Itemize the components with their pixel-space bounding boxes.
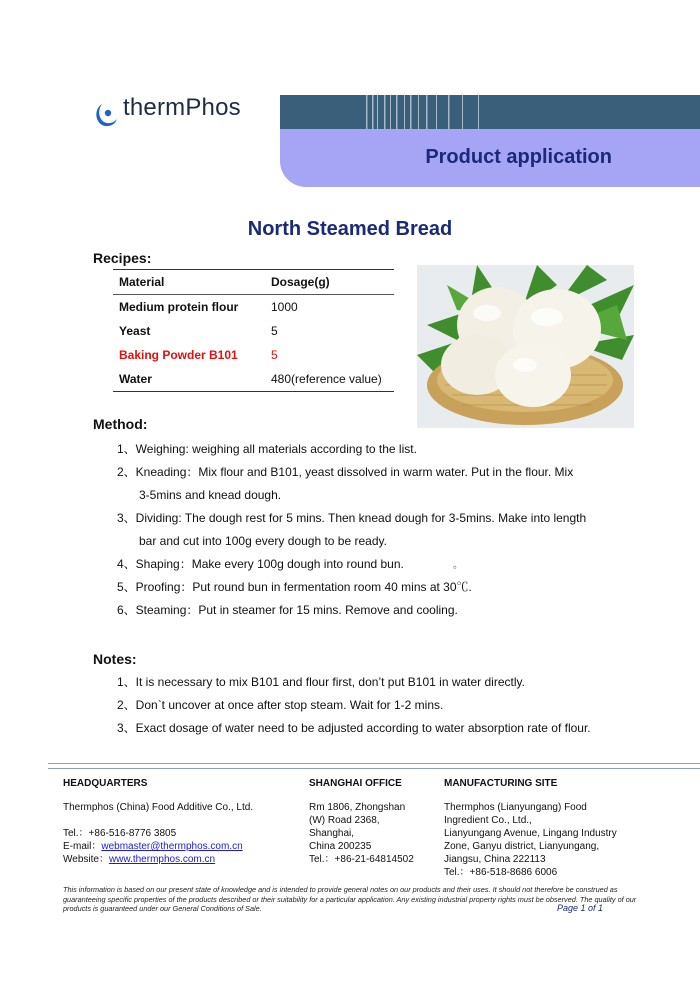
dosage-cell: 480(reference value): [265, 367, 394, 392]
method-step: [117, 553, 617, 576]
page-number: Page 1 of 1: [557, 903, 604, 913]
email-link[interactable]: webmaster@thermphos.com.cn: [101, 841, 243, 852]
dosage-cell: 5: [271, 348, 278, 362]
mfg-heading: MANUFACTURING SITE: [444, 778, 558, 789]
shanghai-heading: SHANGHAI OFFICE: [309, 778, 402, 789]
address-line: Jiangsu, China 222113: [444, 854, 546, 865]
dosage-cell: 5: [271, 324, 278, 338]
material-cell: Baking Powder B101: [119, 348, 238, 362]
hq-website-line: [63, 853, 293, 866]
table-row: [113, 367, 394, 392]
dosage-cell: 1000: [271, 300, 298, 314]
step-text-continued: bar and cut into 100g every dough to be ready.: [139, 534, 387, 548]
address-line: Zone, Ganyu district, Lianyungang,: [444, 841, 600, 852]
recipe-table: [113, 269, 394, 392]
banner-stripes: [360, 95, 510, 129]
material-cell: Yeast: [119, 324, 151, 338]
steamed-bread-photo: [417, 265, 634, 428]
note-item: 3、Exact dosage of water need to be adjusted according to water absorption rate of flour.: [117, 721, 591, 735]
method-step: [117, 599, 617, 622]
table-row-highlight: [113, 343, 394, 367]
column-header-dosage: Dosage(g): [265, 270, 394, 295]
method-step: [117, 576, 617, 599]
address-line: Thermphos (Lianyungang) Food: [444, 802, 587, 813]
hq-heading: HEADQUARTERS: [63, 778, 148, 789]
hq-tel: Tel.：+86-516-8776 3805: [63, 828, 177, 839]
table-row: [113, 319, 394, 343]
website-link[interactable]: www.thermphos.com.cn: [108, 854, 216, 865]
step-text: 6、Steaming：Put in steamer for 15 mins. Remove and cooling.: [117, 603, 458, 617]
note-item: 2、Don`t uncover at once after stop steam. Wait for 1-2 mins.: [117, 698, 444, 712]
logo-swirl-icon: [93, 100, 119, 128]
mfg-tel: Tel.：+86-518-8686 6006: [444, 867, 558, 878]
table-row: [113, 295, 394, 320]
address-line: Rm 1806, Zhongshan: [309, 802, 406, 813]
address-line: China 200235: [309, 841, 372, 852]
hq-email-line: [63, 840, 293, 853]
step-text: 4、Shaping：Make every 100g dough into round bun.: [117, 557, 404, 571]
notes-list: [117, 671, 617, 740]
recipes-heading: Recipes:: [93, 250, 152, 266]
shanghai-tel: Tel.：+86-21-64814502: [309, 854, 414, 865]
footer-headquarters: [63, 777, 293, 866]
email-label: E-mail：: [63, 841, 102, 852]
address-line: (W) Road 2368,: [309, 815, 380, 826]
step-text: 2、Kneading：Mix flour and B101, yeast dissolved in warm water. Put in the flour. Mix: [117, 465, 574, 479]
address-line: Lianyungang Avenue, Lingang Industry: [444, 828, 617, 839]
document-title: North Steamed Bread: [247, 218, 453, 240]
banner-title: Product application: [425, 146, 612, 168]
material-cell: Water: [113, 367, 265, 392]
legal-disclaimer: This information is based on our present state of knowledge and is intended to provide general notes on our products and their uses. It should not therefore be construed as guaranteeing specific properties of the products described or their suitability for a particular application. Any existing industrial property rights must be observed. The quality of our products is guaranteed under our General Conditions of Sale.: [63, 885, 637, 914]
note-item: 1、It is necessary to mix B101 and flour first, don’t put B101 in water directly.: [117, 675, 525, 689]
method-heading: Method:: [93, 416, 148, 432]
footer-shanghai-office: [309, 777, 434, 866]
website-label: Website：: [63, 854, 109, 865]
method-step: [117, 507, 617, 553]
method-step: [117, 461, 617, 507]
notes-heading: Notes:: [93, 651, 137, 667]
table-header-row: [113, 270, 394, 295]
step-text: 3、Dividing: The dough rest for 5 mins. Then knead dough for 3-5mins. Make into length: [117, 511, 587, 525]
step-text: 5、Proofing：Put round bun in fermentation room 40 mins at 30℃.: [117, 580, 472, 594]
step-text-continued: 3-5mins and knead dough.: [139, 488, 282, 502]
method-list: [117, 438, 617, 622]
material-cell: Medium protein flour: [119, 300, 239, 314]
method-step: [117, 438, 617, 461]
company-logo: [93, 94, 263, 130]
stray-punctuation: 。: [453, 560, 463, 571]
footer-divider: [48, 763, 700, 769]
hq-company: Thermphos (China) Food Additive Co., Ltd.: [63, 802, 254, 813]
footer-manufacturing-site: [444, 777, 644, 879]
step-text: 1、Weighing: weighing all materials according to the list.: [117, 442, 417, 456]
address-line: Ingredient Co., Ltd.,: [444, 815, 532, 826]
address-line: Shanghai,: [309, 828, 355, 839]
logo-text: thermPhos: [123, 94, 241, 121]
column-header-material: Material: [113, 270, 265, 295]
